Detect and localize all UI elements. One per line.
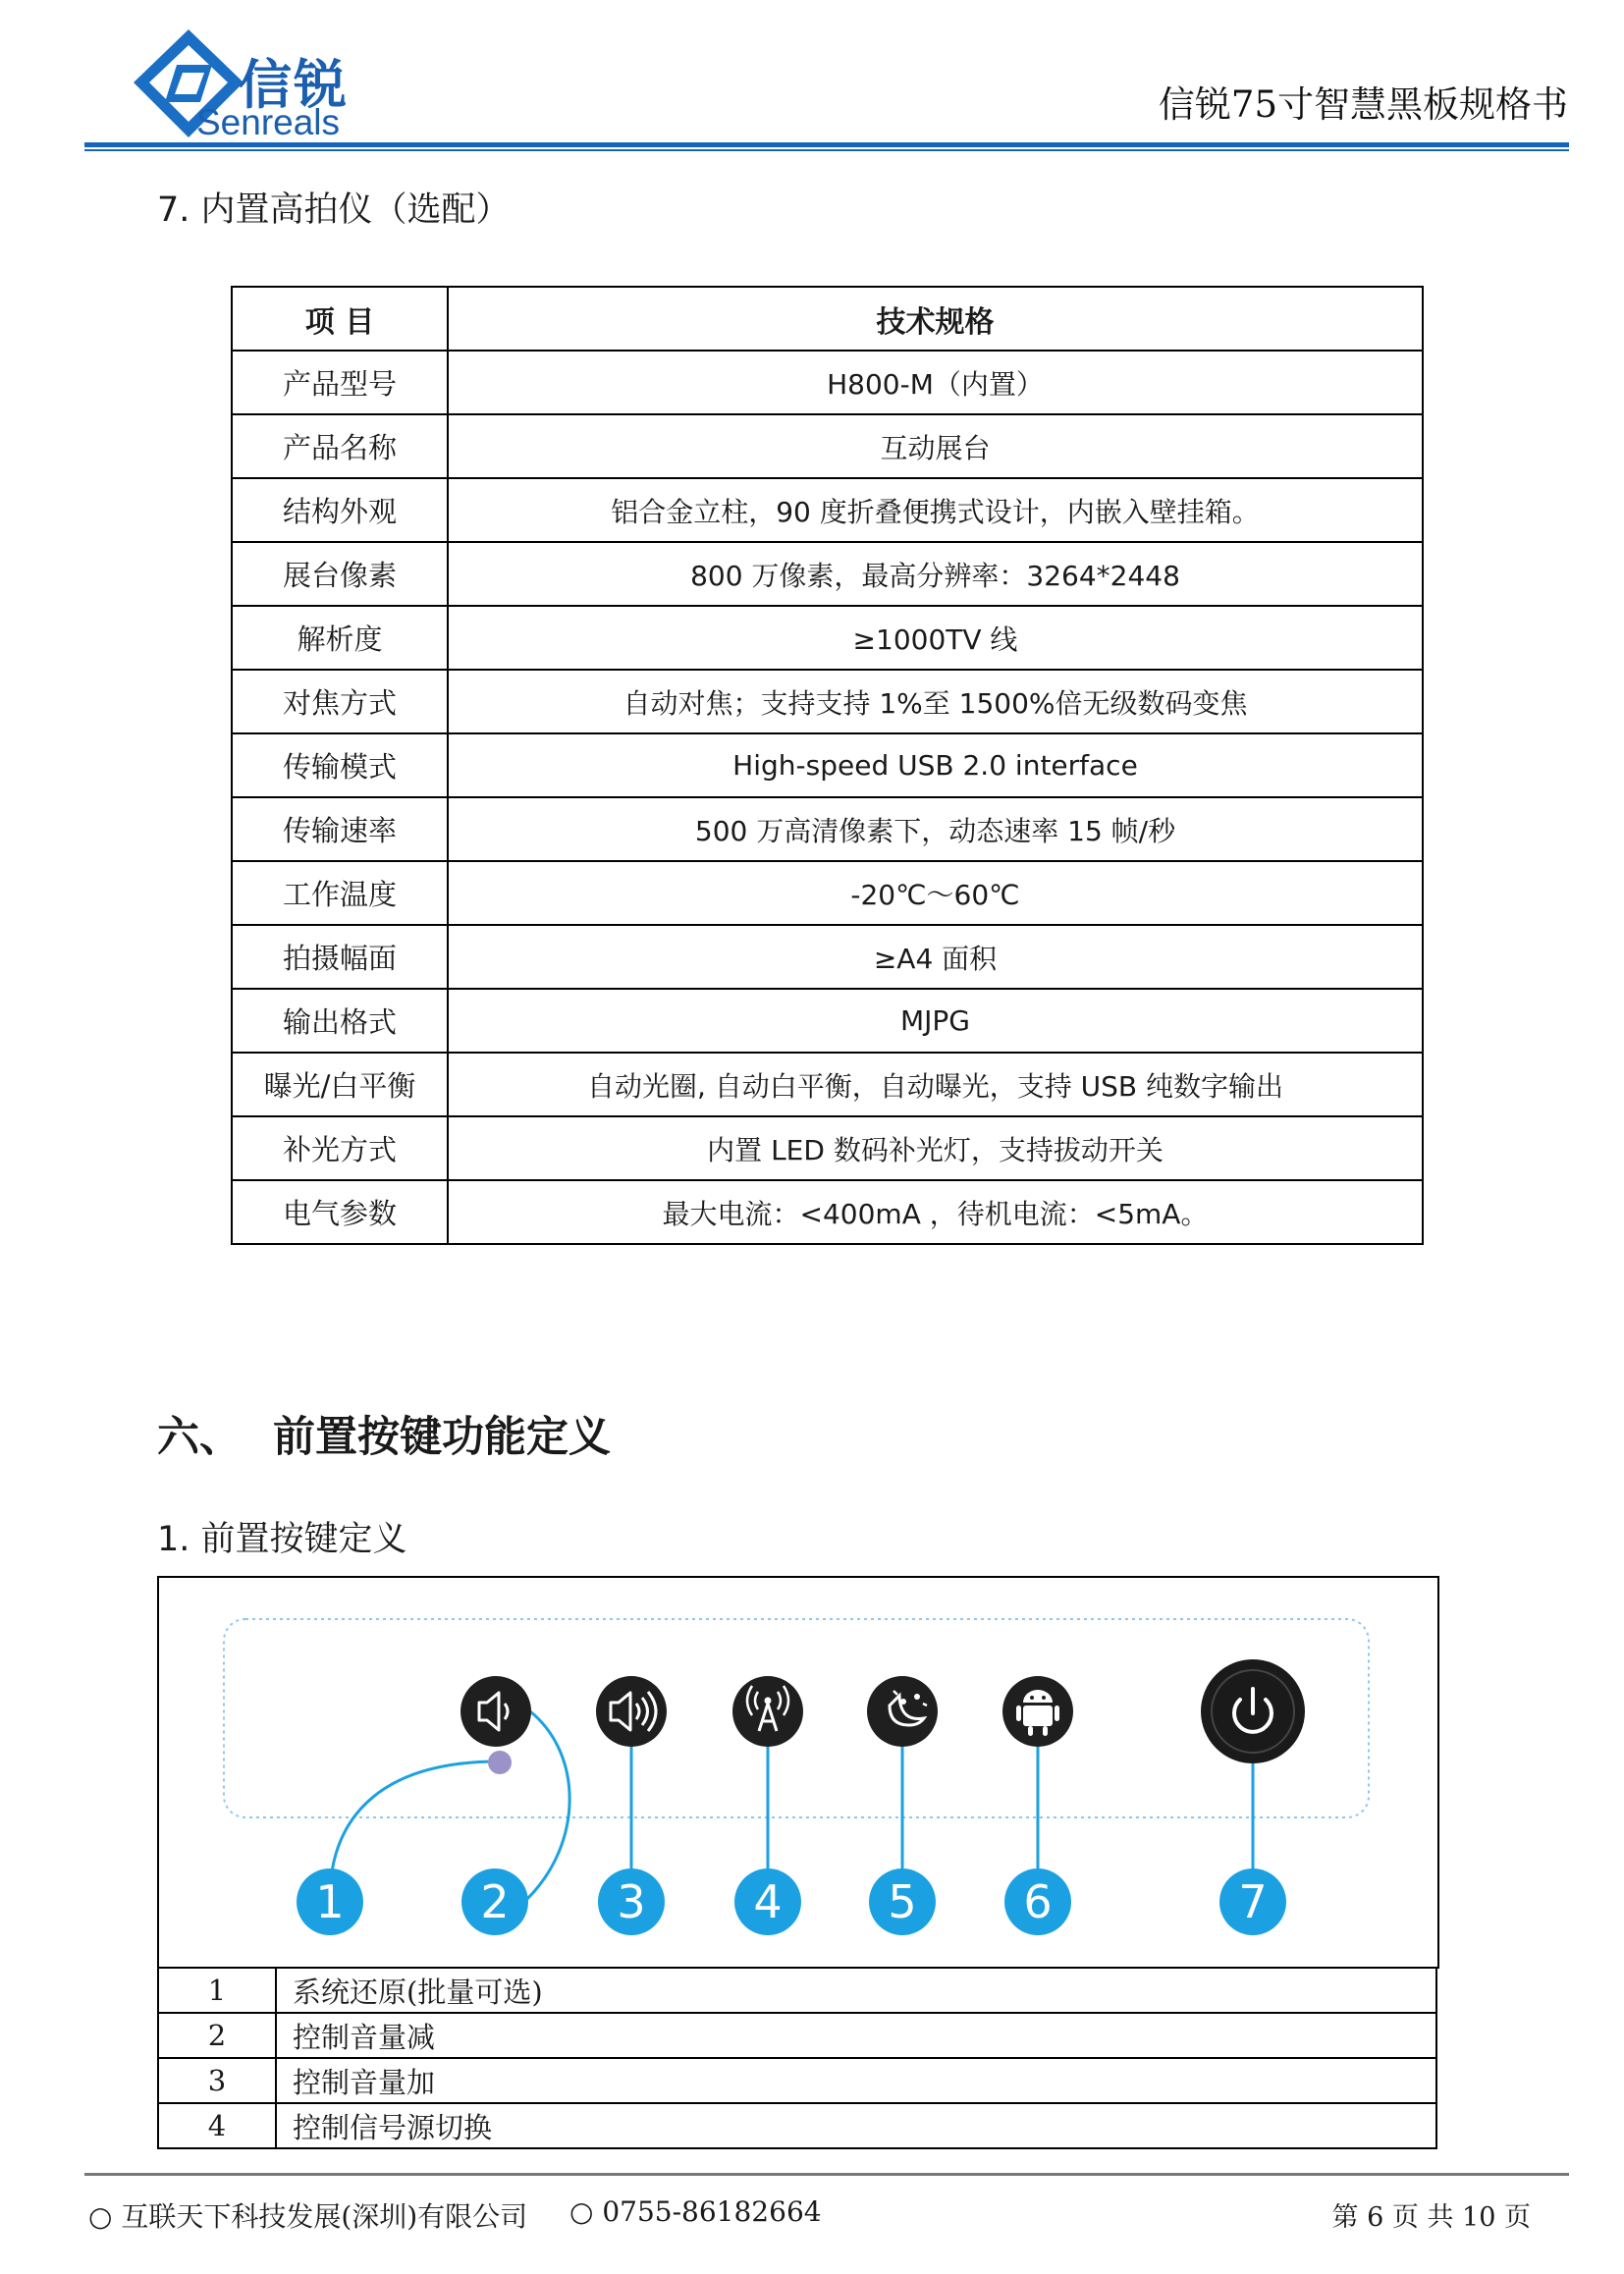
callout-2 xyxy=(461,1868,528,1935)
key-function-row xyxy=(158,2013,1436,2058)
spec-row xyxy=(232,414,1423,478)
spec-row xyxy=(232,989,1423,1053)
spec-label: 传输速率 xyxy=(232,797,448,861)
footer-company: ○ 互联天下科技发展(深圳)有限公司 xyxy=(88,2200,528,2233)
callout-number: 3 xyxy=(617,1875,646,1928)
spec-value: 互动展台 xyxy=(448,414,1423,478)
section-heading-front-keys xyxy=(157,1404,611,1464)
spec-header-spec: 技术规格 xyxy=(448,287,1423,351)
reset-pinhole xyxy=(488,1751,512,1774)
spec-header-item: 项 目 xyxy=(232,287,448,351)
spec-label: 产品型号 xyxy=(232,351,448,414)
connector-2 xyxy=(527,1711,569,1899)
spec-value: 500 万高清像素下，动态速率 15 帧/秒 xyxy=(448,797,1423,861)
spec-row xyxy=(232,733,1423,797)
key-function: 系统还原(批量可选) xyxy=(276,1968,1436,2013)
callout-1 xyxy=(297,1868,363,1935)
callout-7 xyxy=(1219,1868,1286,1935)
callout-5 xyxy=(869,1868,936,1935)
key-number: 2 xyxy=(158,2013,276,2058)
footer-page-number: 第 6 页 共 10 页 xyxy=(1331,2202,1531,2233)
spec-value: ≥1000TV 线 xyxy=(448,606,1423,670)
spec-value: 800 万像素，最高分辨率：3264*2448 xyxy=(448,542,1423,606)
spec-label: 解析度 xyxy=(232,606,448,670)
spec-label: 拍摄幅面 xyxy=(232,925,448,989)
key-function: 控制信号源切换 xyxy=(276,2103,1436,2148)
spec-label: 补光方式 xyxy=(232,1116,448,1180)
volume-down-icon xyxy=(460,1676,531,1747)
spec-value: H800-M（内置） xyxy=(448,351,1423,414)
android-icon xyxy=(1002,1676,1073,1747)
spec-label: 传输模式 xyxy=(232,733,448,797)
spec-value: 最大电流：<400mA ，待机电流：<5mA。 xyxy=(448,1180,1423,1244)
spec-row xyxy=(232,542,1423,606)
spec-value: High-speed USB 2.0 interface xyxy=(448,733,1423,797)
key-number: 1 xyxy=(158,1968,276,2013)
key-function-row xyxy=(158,2103,1436,2148)
footer-phone: ○ 0755-86182664 xyxy=(569,2195,822,2228)
header-rule-thin xyxy=(84,149,1569,151)
spec-table-header-row xyxy=(232,287,1423,351)
front-panel-svg xyxy=(159,1578,1437,1969)
key-number: 4 xyxy=(158,2103,276,2148)
spec-row xyxy=(232,1180,1423,1244)
callout-number: 7 xyxy=(1238,1875,1268,1928)
spec-label: 对焦方式 xyxy=(232,670,448,733)
spec-label: 输出格式 xyxy=(232,989,448,1053)
logo-chinese-text: 信锐 xyxy=(239,54,349,116)
spec-row xyxy=(232,670,1423,733)
eye-care-icon xyxy=(867,1676,938,1747)
subsection-heading-key-definition: 1. 前置按键定义 xyxy=(157,1520,407,1559)
callout-6 xyxy=(1004,1868,1071,1935)
section-number: 六、 xyxy=(157,1413,242,1462)
callout-number: 4 xyxy=(753,1875,783,1928)
logo-english-text: Senreals xyxy=(196,102,341,142)
spec-row xyxy=(232,351,1423,414)
callout-4 xyxy=(734,1868,801,1935)
section-heading-builtin-camera: 7. 内置高拍仪（选配） xyxy=(157,190,511,230)
section-title: 前置按键功能定义 xyxy=(273,1413,611,1462)
spec-row xyxy=(232,861,1423,925)
spec-value: -20℃～60℃ xyxy=(448,861,1423,925)
callout-connectors xyxy=(330,1711,1253,1899)
spec-table xyxy=(231,286,1424,1245)
key-function-row xyxy=(158,2058,1436,2103)
power-icon xyxy=(1201,1659,1305,1763)
front-panel-diagram xyxy=(157,1576,1439,1969)
spec-label: 曝光/白平衡 xyxy=(232,1053,448,1116)
callout-3 xyxy=(598,1868,665,1935)
footer-rule xyxy=(84,2173,1569,2176)
spec-row xyxy=(232,478,1423,542)
spec-row xyxy=(232,1053,1423,1116)
callout-number: 6 xyxy=(1023,1875,1053,1928)
header-rule xyxy=(84,142,1569,147)
document-title: 信锐75寸智慧黑板规格书 xyxy=(1158,83,1568,126)
signal-source-icon xyxy=(732,1676,803,1747)
spec-value: ≥A4 面积 xyxy=(448,925,1423,989)
spec-value: 内置 LED 数码补光灯，支持拔动开关 xyxy=(448,1116,1423,1180)
spec-row xyxy=(232,1116,1423,1180)
key-function-row xyxy=(158,1968,1436,2013)
key-function: 控制音量加 xyxy=(276,2058,1436,2103)
callout-number: 5 xyxy=(888,1875,917,1928)
spec-label: 工作温度 xyxy=(232,861,448,925)
spec-row xyxy=(232,797,1423,861)
spec-row xyxy=(232,925,1423,989)
spec-label: 产品名称 xyxy=(232,414,448,478)
spec-label: 展台像素 xyxy=(232,542,448,606)
spec-value: 自动光圈, 自动白平衡，自动曝光，支持 USB 纯数字输出 xyxy=(448,1053,1423,1116)
callout-number: 1 xyxy=(315,1875,345,1928)
spec-label: 电气参数 xyxy=(232,1180,448,1244)
volume-up-icon xyxy=(596,1676,667,1747)
key-function-table xyxy=(157,1967,1437,2149)
spec-value: 铝合金立柱，90 度折叠便携式设计，内嵌入壁挂箱。 xyxy=(448,478,1423,542)
spec-value: MJPG xyxy=(448,989,1423,1053)
spec-value: 自动对焦；支持支持 1%至 1500%倍无级数码变焦 xyxy=(448,670,1423,733)
key-number: 3 xyxy=(158,2058,276,2103)
callout-number: 2 xyxy=(480,1875,510,1928)
key-function: 控制音量减 xyxy=(276,2013,1436,2058)
spec-label: 结构外观 xyxy=(232,478,448,542)
spec-row xyxy=(232,606,1423,670)
